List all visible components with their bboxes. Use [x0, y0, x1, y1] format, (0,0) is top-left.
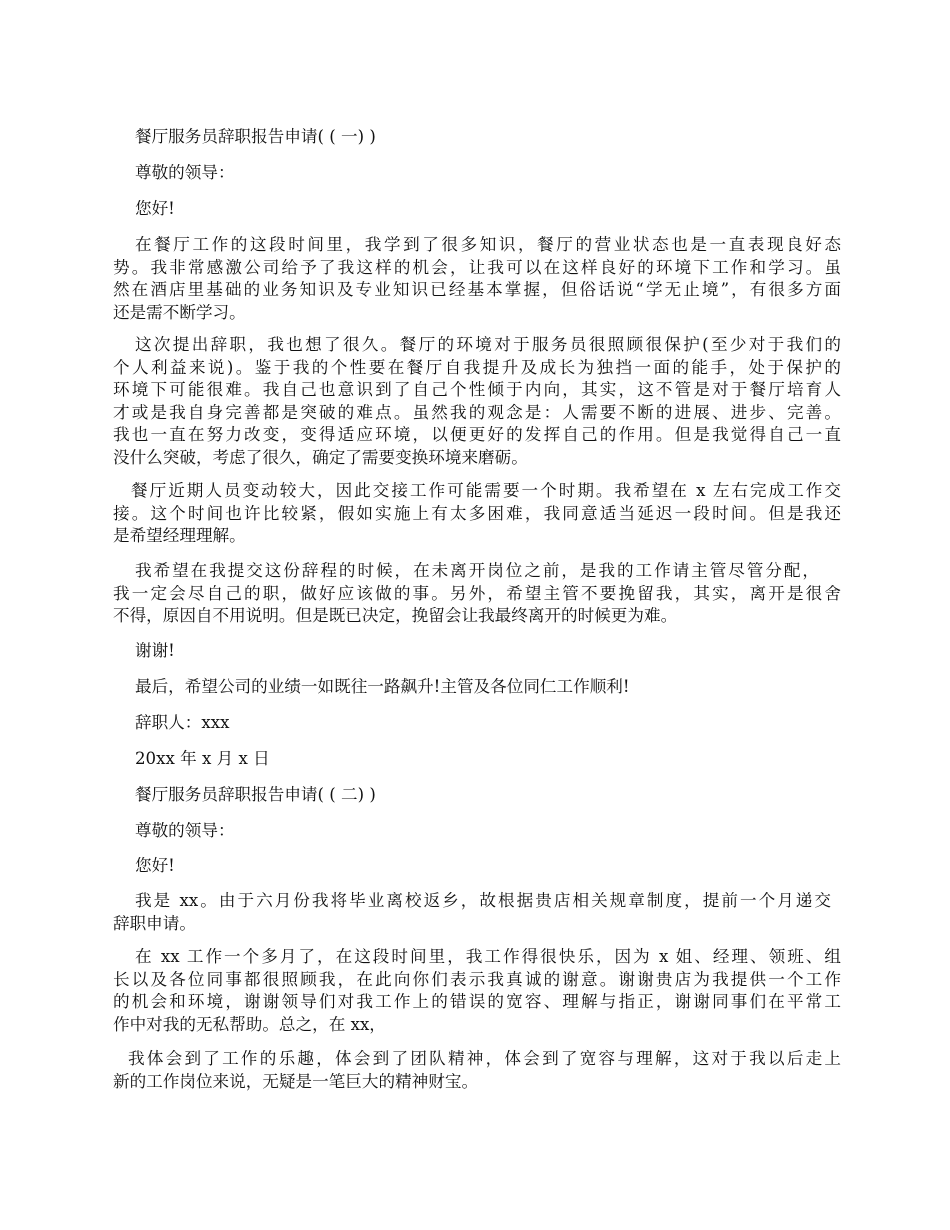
heading-part-two: 餐厅服务员辞职报告申请( ( 二) ) — [135, 785, 376, 804]
closing-wish: 最后，希望公司的业绩一如既往一路飙升!主管及各位同仁工作顺利! — [135, 677, 630, 696]
thanks: 谢谢! — [135, 641, 175, 660]
salutation: 尊敬的领导： — [135, 163, 235, 182]
greeting: 您好! — [135, 199, 175, 218]
salutation-2: 尊敬的领导： — [135, 821, 235, 840]
paragraph-5 — [113, 890, 841, 935]
paragraph-2-line: 这次提出辞职，我也想了很久。餐厅的环境对于服务员很照顾很保护(至少对于我们的 — [135, 335, 841, 354]
paragraph-2 — [113, 334, 841, 470]
paragraph-3-line: 是希望经理理解。 — [113, 526, 246, 546]
paragraph-1-line: 还是需不断学习。 — [113, 302, 246, 322]
paragraph-6-line: 作中对我的无私帮助。总之，在 xx， — [113, 1014, 386, 1034]
greeting-2: 您好! — [135, 856, 175, 875]
paragraph-7-line: 我体会到了工作的乐趣，体会到了团队精神，体会到了宽容与理解，这对于我以后走上 — [128, 1049, 841, 1068]
paragraph-6-line: 的机会和环境，谢谢领导们对我工作上的错误的宽容、理解与指正，谢谢同事们在平常工 — [113, 992, 841, 1012]
paragraph-2-line: 环境下可能很难。我自己也意识到了自己个性倾于内向，其实，这不管是对于餐厅培育人 — [113, 380, 841, 400]
paragraph-2-line: 才或是我自身完善都是突破的难点。虽然我的观念是：人需要不断的进展、进步、完善。 — [113, 402, 841, 422]
paragraph-1-line: 在餐厅工作的这段时间里，我学到了很多知识，餐厅的营业状态也是一直表现良好态 — [135, 235, 841, 254]
paragraph-1-line: 势。我非常感激公司给予了我这样的机会，让我可以在这样良好的环境下工作和学习。虽 — [113, 257, 841, 277]
paragraph-4-line: 我一定会尽自己的职，做好应该做的事。另外，希望主管不要挽留我，其实，离开是很舍 — [113, 583, 841, 603]
paragraph-2-line: 个人利益来说)。鉴于我的个性要在餐厅自我提升及成长为独挡一面的能手，处于保护的 — [113, 357, 841, 377]
paragraph-5-line: 辞职申请。 — [113, 913, 196, 933]
paragraph-6 — [113, 946, 841, 1036]
paragraph-2-line: 我也一直在努力改变，变得适应环境，以便更好的发挥自己的作用。但是我觉得自己一直 — [113, 425, 841, 445]
paragraph-1-line: 然在酒店里基础的业务知识及专业知识已经基本掌握，但俗话说“学无止境”，有很多方面 — [113, 280, 841, 300]
date: 20xx 年 x 月 x 日 — [135, 749, 270, 768]
paragraph-7 — [113, 1048, 841, 1093]
paragraph-6-line: 在 xx 工作一个多月了，在这段时间里，我工作得很快乐，因为 x 姐、经理、领班、组 — [135, 947, 841, 966]
paragraph-4 — [113, 560, 841, 628]
paragraph-4-line: 不得，原因自不用说明。但是既已决定，挽留会让我最终离开的时候更为难。 — [113, 606, 678, 626]
heading-part-one: 餐厅服务员辞职报告申请( ( 一) ) — [135, 127, 376, 146]
paragraph-1 — [113, 234, 841, 324]
paragraph-5-line: 我是 xx。由于六月份我将毕业离校返乡，故根据贵店相关规章制度，提前一个月递交 — [135, 891, 831, 910]
paragraph-7-line: 新的工作岗位来说，无疑是一笔巨大的精神财宝。 — [113, 1071, 479, 1091]
paragraph-3 — [113, 480, 841, 548]
paragraph-3-line: 餐厅近期人员变动较大，因此交接工作可能需要一个时期。我希望在 x 左右完成工作交 — [131, 481, 841, 500]
paragraph-6-line: 长以及各位同事都很照顾我，在此向你们表示我真诚的谢意。谢谢贵店为我提供一个工作 — [113, 969, 841, 989]
paragraph-2-line: 没什么突破，考虑了很久，确定了需要变换环境来磨砺。 — [113, 447, 528, 467]
paragraph-3-line: 接。这个时间也许比较紧，假如实施上有太多困难，我同意适当延迟一段时间。但是我还 — [113, 503, 841, 523]
signature: 辞职人：xxx — [135, 713, 230, 732]
paragraph-4-line: 我希望在我提交这份辞程的时候，在未离开岗位之前，是我的工作请主管尽管分配， — [135, 561, 819, 580]
